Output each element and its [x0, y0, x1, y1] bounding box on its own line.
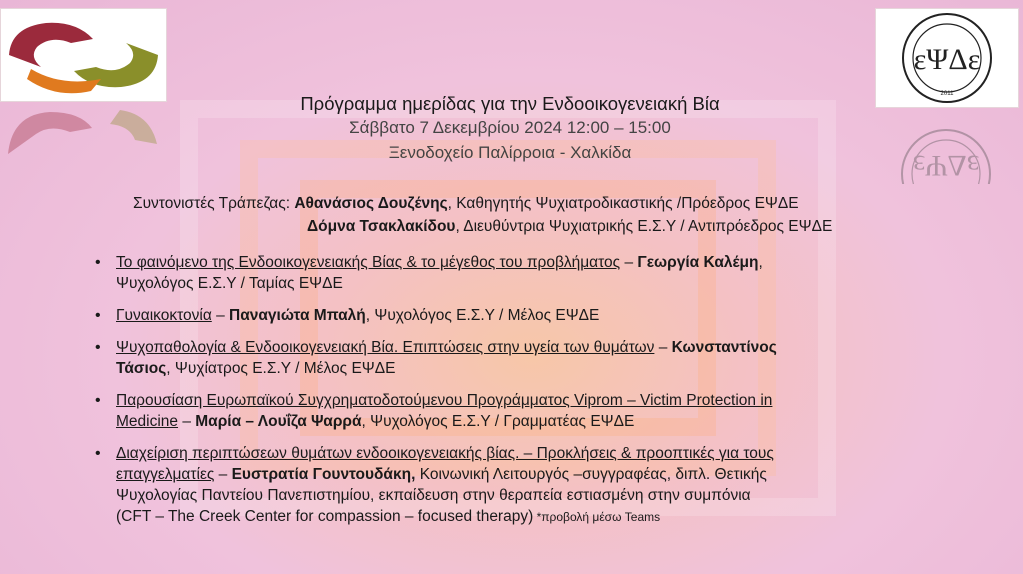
separator: –	[211, 307, 230, 324]
speaker-role: , Ψυχολόγος Ε.Σ.Υ / Μέλος ΕΨΔΕ	[365, 307, 600, 324]
moderator-line-1	[133, 195, 799, 213]
speaker-name: Ευστρατία Γουντουδάκη,	[231, 466, 416, 483]
talk-title: Medicine	[116, 413, 179, 430]
event-venue: Ξενοδοχείο Παλίρροια - Χαλκίδα	[388, 143, 632, 162]
moderator-line-2	[307, 218, 832, 236]
moderator-name: Αθανάσιος Δουζένης	[294, 195, 448, 212]
logo-text: εΨΔε	[913, 43, 981, 76]
separator: –	[654, 339, 672, 356]
program-item	[95, 390, 985, 432]
speaker-role: Κοινωνική Λειτουργός –συγγραφέας, διπλ. Θετικής	[415, 466, 767, 483]
speaker-name: Γεωργία Καλέμη	[637, 254, 759, 271]
program-item	[95, 337, 985, 379]
speaker-role: Ψυχολογίας Παντείου Πανεπιστημίου, εκπαίδευση στην θεραπεία εστιασμένη στην συμπόνια	[116, 487, 751, 504]
logo-year: 2011	[940, 91, 954, 97]
program-item	[95, 443, 985, 528]
talk-title: Το φαινόμενο της Ενδοοικογενειακής Βίας & το μέγεθος του προβλήματος	[116, 254, 621, 271]
talk-title: Γυναικοκτονία	[116, 307, 212, 324]
moderator-name: Δόμνα Τσακλακίδου	[307, 218, 456, 235]
talk-title: Παρουσίαση Ευρωπαϊκού Συγχρηματοδοτούμενου Προγράμματος Viprom – Victim Protection in	[116, 392, 773, 409]
speaker-name: Μαρία – Λουΐζα Ψαρρά	[195, 413, 362, 430]
speaker-role: , Ψυχολόγος Ε.Σ.Υ / Γραμματέας ΕΨΔΕ	[361, 413, 635, 430]
program-list	[95, 252, 985, 539]
separator: –	[178, 413, 196, 430]
speaker-role: (CFT – The Creek Center for compassion – focused therapy)	[116, 508, 534, 525]
moderator-role: , Καθηγητής Ψυχιατροδικαστικής /Πρόεδρος ΕΨΔΕ	[447, 195, 799, 212]
skle-logo	[0, 8, 167, 102]
talk-title: Ψυχοπαθολογία & Ενδοοικογενειακή Βία. Επιπτώσεις στην υγεία των θυμάτων	[116, 339, 655, 356]
speaker-name: Παναγιώτα Μπαλή	[229, 307, 366, 324]
program-item	[95, 305, 985, 326]
speaker-role: , Ψυχίατρος Ε.Σ.Υ / Μέλος ΕΨΔΕ	[166, 360, 396, 377]
speaker-name: Τάσιος	[116, 360, 167, 377]
speaker-role: Ψυχολόγος Ε.Σ.Υ / Ταμίας ΕΨΔΕ	[116, 275, 343, 292]
moderator-role: , Διευθύντρια Ψυχιατρικής Ε.Σ.Υ / Αντιπρόεδρος ΕΨΔΕ	[455, 218, 833, 235]
epsde-logo	[875, 8, 1019, 108]
separator: ,	[758, 254, 763, 271]
remote-note: *προβολή μέσω Teams	[533, 510, 661, 524]
talk-title: επαγγελματίες	[116, 466, 215, 483]
event-title: Πρόγραμμα ημερίδας για την Ενδοοικογενειακή Βία	[300, 93, 720, 114]
talk-title: Διαχείριση περιπτώσεων θυμάτων ενδοοικογενειακής βίας. – Προκλήσεις & προοπτικές για τους	[116, 445, 774, 462]
skle-logo-reflection	[0, 104, 165, 164]
svg-text:εΨΔε: εΨΔε	[912, 149, 980, 182]
event-date: Σάββατο 7 Δεκεμβρίου 2024 12:00 – 15:00	[349, 118, 671, 137]
separator: –	[620, 254, 638, 271]
epsde-logo-reflection	[875, 114, 1017, 184]
separator: –	[214, 466, 232, 483]
logo-text: ΣΚΛΕ	[56, 46, 110, 68]
moderators-label: Συντονιστές Τράπεζας:	[133, 195, 295, 212]
speaker-name: Κωνσταντίνος	[671, 339, 777, 356]
program-item	[95, 252, 985, 294]
